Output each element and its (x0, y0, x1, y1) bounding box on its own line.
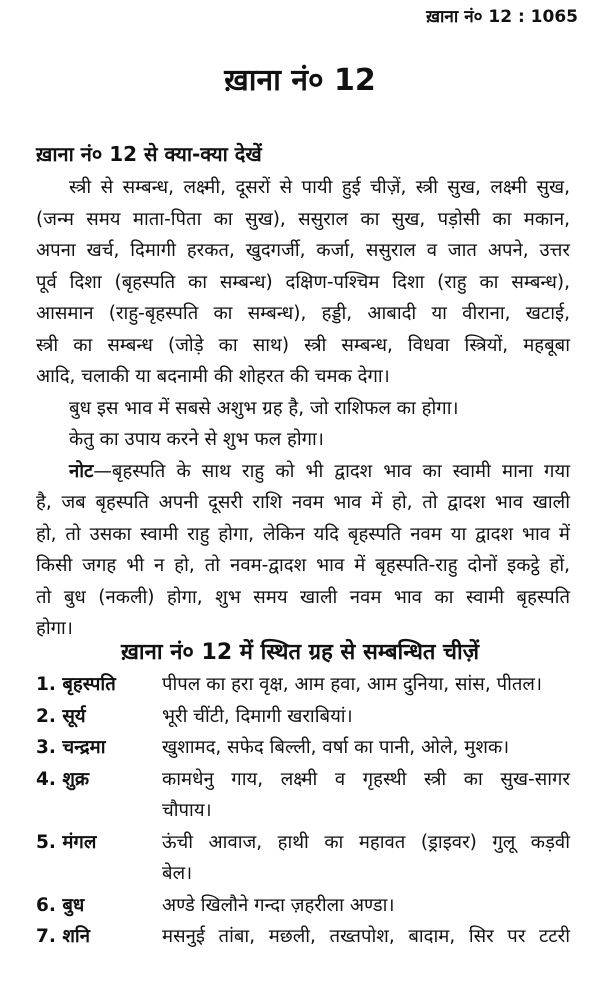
section-heading: ख़ाना नं० 12 में स्थित ग्रह से सम्बन्धित चीज़ें (120, 640, 480, 665)
running-header: ख़ाना नं० 12 : 1065 (426, 7, 578, 27)
text-line: स्त्री से सम्बन्ध, लक्ष्मी, दूसरों से पायी हुई चीज़ें, स्त्री सुख, लक्ष्मी सुख, (69, 177, 570, 198)
text-line (36, 456, 570, 488)
paragraph: केतु का उपाय करने से शुभ फल होगा। (69, 429, 324, 450)
text-line: होगा। (36, 618, 73, 639)
list-item (36, 827, 570, 890)
planet-label: 7. शनि (36, 926, 90, 947)
planet-label: 6. बुध (36, 894, 85, 916)
section-body (36, 172, 570, 645)
list-item (36, 732, 570, 764)
list-item (36, 890, 570, 922)
planet-description: पीपल का हरा वृक्ष, आम हवा, आम दुनिया, सांस, पीतल। (162, 674, 542, 695)
list-item (36, 701, 570, 733)
planet-description: मसनुई तांबा, मछली, तख्तपोश, बादाम, सिर पर टटरी (162, 926, 570, 947)
planet-description: खुशामद, सफेद बिल्ली, वर्षा का पानी, ओले, मुशक। (162, 737, 510, 758)
planet-label: 3. चन्द्रमा (36, 737, 106, 758)
note-label: नोट (69, 460, 94, 482)
paragraph: बुध इस भाव में सबसे अशुभ ग्रह है, जो राशिफल का होगा। (69, 397, 459, 419)
planet-label: 2. सूर्य (36, 705, 86, 727)
text-line: पूर्व दिशा (बृहस्पति का सम्बन्ध) दक्षिण-पश्चिम दिशा (राहु का सम्बन्ध), (36, 271, 570, 293)
planet-list (36, 669, 570, 953)
planet-label: 4. शुक्र (36, 768, 90, 790)
planet-description: अण्डे खिलौने गन्दा ज़हरीला अण्डा। (162, 894, 395, 916)
list-item (36, 669, 570, 701)
planet-label: 1. बृहस्पति (36, 674, 116, 695)
planet-description: बेल। (162, 863, 193, 884)
planet-description: चौपाय। (162, 800, 212, 821)
text-line: आसमान (राहु-बृहस्पति का सम्बन्ध), हड्डी, आबादी या वीराना, खटाई, (36, 303, 570, 324)
text-line: अपना खर्च, दिमागी हरकत, खुदगर्जी, कर्जा, ससुराल व जात अपने, उत्तर (36, 240, 570, 261)
text-line: है, जब बृहस्पति अपनी दूसरी राशि नवम भाव में हो, तो द्वादश भाव खाली (36, 492, 570, 513)
text-line: (जन्म समय माता-पिता का सुख), ससुराल का सुख, पड़ोसी का मकान, (36, 208, 570, 230)
planet-description: कामधेनु गाय, लक्ष्मी व गृहस्थी स्त्री का सुख-सागर (162, 768, 570, 790)
list-item (36, 921, 570, 953)
note-paragraph (36, 456, 570, 645)
page-title: ख़ाना नं० 12 (224, 63, 376, 98)
paragraph (36, 172, 570, 393)
text-line: आदि, चलाकी या बदनामी की शोहरत की चमक देगा। (36, 366, 390, 387)
planet-description: भूरी चींटी, दिमागी खराबियां। (162, 705, 353, 727)
planet-description: ऊंची आवाज, हाथी का महावत (ड्राइवर) गुलू कड़वी (162, 831, 570, 853)
text-line: तो बुध (नकली) होगा, शुभ समय खाली नवम भाव का स्वामी बृहस्पति (36, 586, 570, 608)
list-item (36, 764, 570, 827)
planet-label: 5. मंगल (36, 831, 97, 853)
text-line: हो, तो उसका स्वामी राहु होगा, लेकिन यदि बृहस्पति नवम या द्वादश भाव में (36, 523, 570, 545)
text-line: स्त्री का सम्बन्ध (जोड़े का साथ) स्त्री सम्बन्ध, विधवा स्त्रियों, महबूबा (36, 334, 570, 356)
section-heading: ख़ाना नं० 12 से क्या-क्या देखें (36, 142, 262, 166)
text-line: किसी जगह भी न हो, तो नवम-द्वादश भाव में बृहस्पति-राहु दोनों इकट्ठे हों, (36, 555, 570, 576)
note-text: —बृहस्पति के साथ राहु को भी द्वादश भाव का स्वामी माना गया (93, 460, 570, 482)
